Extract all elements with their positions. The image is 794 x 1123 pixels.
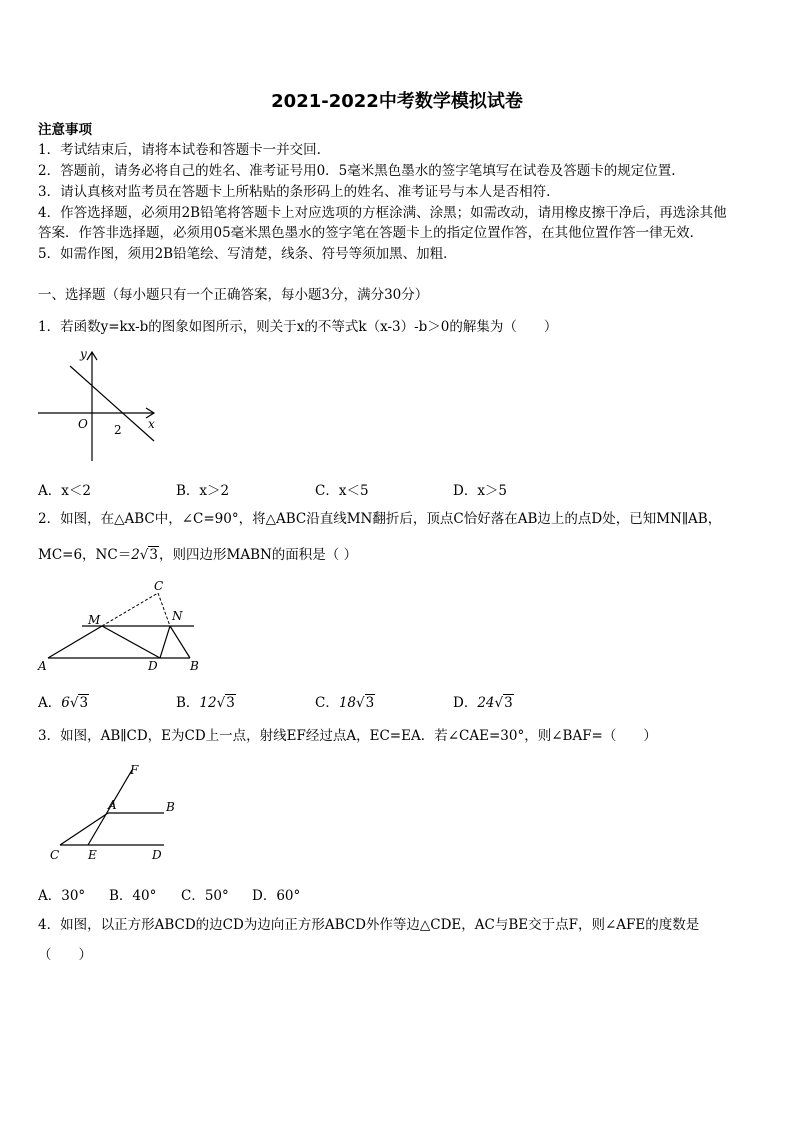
question-1-option-a: A．x＜2 (38, 483, 91, 499)
option-radicand: 3 (79, 695, 89, 711)
notice-item: 答案．作答非选择题，必须用05毫米黑色墨水的签字笔在答题卡上的指定位置作答，在其他位置作答一律无效． (38, 225, 704, 241)
option-radical: √3 (216, 695, 235, 711)
question-3-option-c: C．50° (181, 888, 229, 904)
option-label: D． (453, 695, 478, 711)
segment-nb (170, 626, 190, 658)
question-2-option-b (176, 691, 236, 711)
option-radical: √3 (356, 695, 375, 711)
segment-mc-dashed (102, 593, 158, 626)
question-3-option-b: B．40° (109, 888, 157, 904)
question-2-figure (34, 576, 214, 676)
notice-item: 5．如需作图，须用2B铅笔绘、写清楚，线条、符号等须加黑、加粗． (38, 246, 457, 262)
intercept-label: 2 (114, 423, 122, 437)
option-coefficient: 12 (199, 695, 217, 711)
notice-item: 2．答题前，请务必将自己的姓名、准考证号用0．5毫米黑色墨水的签字笔填写在试卷及答题卡的规定位置. (38, 163, 676, 179)
segment-md (102, 626, 160, 658)
option-radicand: 3 (226, 695, 235, 711)
question-4-stem: 4．如图，以正方形ABCD的边CD为边向正方形ABCD外作等边△CDE，AC与BE交于点F，则∠AFE的度数是 (38, 917, 700, 933)
question-2-given: MC=6，NC＝ (38, 547, 132, 563)
point-e-label: E (88, 848, 97, 862)
question-1-stem: 1．若函数y=kx-b的图象如图所示，则关于x的不等式k（x-3）-b＞0的解集为（ ） (38, 319, 558, 335)
segment-am (48, 626, 102, 658)
question-1-option-b: B．x＞2 (176, 483, 230, 499)
option-radical: √3 (69, 695, 89, 711)
question-3-figure (44, 760, 184, 868)
x-label: x (148, 417, 155, 431)
segment-nd (160, 626, 170, 658)
notice-item: 3．请认真核对监考员在答题卡上所粘贴的条形码上的姓名、准考证号与本人是否相符. (38, 184, 551, 200)
question-1-option-d: D．x＞5 (453, 483, 508, 499)
option-radical: √3 (494, 695, 513, 711)
notice-item: 1．考试结束后，请将本试卷和答题卡一并交回. (38, 142, 321, 158)
question-3-stem: 3．如图，AB∥CD，E为CD上一点，射线EF经过点A，EC=EA．若∠CAE=30°，则∠BAF=（ ） (38, 728, 657, 744)
segment-cn-dashed (158, 593, 170, 626)
option-label: A． (38, 695, 62, 711)
y-label: y (80, 347, 87, 361)
option-radicand: 3 (504, 695, 513, 711)
point-d-label: D (148, 659, 158, 673)
option-label: B． (176, 695, 200, 711)
option-label: C． (315, 695, 339, 711)
question-2-ask: ，则四边形MABN的面积是（ ） (159, 547, 358, 563)
page-title: 2021-2022中考数学模拟试卷 (271, 91, 523, 112)
question-2-option-a (38, 691, 89, 711)
notice-heading: 注意事项 (38, 122, 92, 138)
nc-coefficient: 2 (131, 547, 140, 563)
question-2-stem-line1: 2．如图，在△ABC中，∠C=90°，将△ABC沿直线MN翻折后，顶点C恰好落在AB边上的点D处，已知MN∥AB， (38, 511, 722, 527)
notice-item: 4．作答选择题，必须用2B铅笔将答题卡上对应选项的方框涂满、涂黑；如需改动，请用橡皮擦干净后，再选涂其他 (38, 205, 727, 221)
question-3-option-a: A．30° (38, 888, 86, 904)
question-3-option-d: D．60° (252, 888, 301, 904)
question-4-answer-blank: （ ） (38, 947, 92, 963)
question-2-stem-line2 (38, 546, 357, 564)
option-coefficient: 24 (477, 695, 495, 711)
point-c-label: C (154, 579, 164, 593)
nc-radicand: 3 (149, 547, 158, 563)
point-a-label: A (38, 659, 47, 673)
origin-label: O (78, 417, 88, 431)
point-b-label: B (190, 659, 199, 673)
point-n-label: N (172, 609, 183, 623)
nc-radical: √3 (139, 547, 158, 563)
question-1-option-c: C．x＜5 (315, 483, 369, 499)
point-c-label: C (50, 848, 60, 862)
question-2-option-d (453, 691, 514, 711)
point-b-label: B (166, 800, 175, 814)
segment-ca (60, 813, 108, 845)
point-f-label: F (130, 763, 139, 777)
option-radicand: 3 (365, 695, 375, 711)
option-coefficient: 6 (61, 695, 70, 711)
section-heading: 一、选择题（每小题只有一个正确答案，每小题3分，满分30分） (38, 287, 429, 303)
point-a-label: A (108, 798, 117, 812)
point-d-label: D (152, 848, 162, 862)
question-2-option-c (315, 691, 375, 711)
point-m-label: M (88, 613, 101, 627)
question-1-figure (34, 346, 164, 466)
option-coefficient: 18 (338, 695, 357, 711)
